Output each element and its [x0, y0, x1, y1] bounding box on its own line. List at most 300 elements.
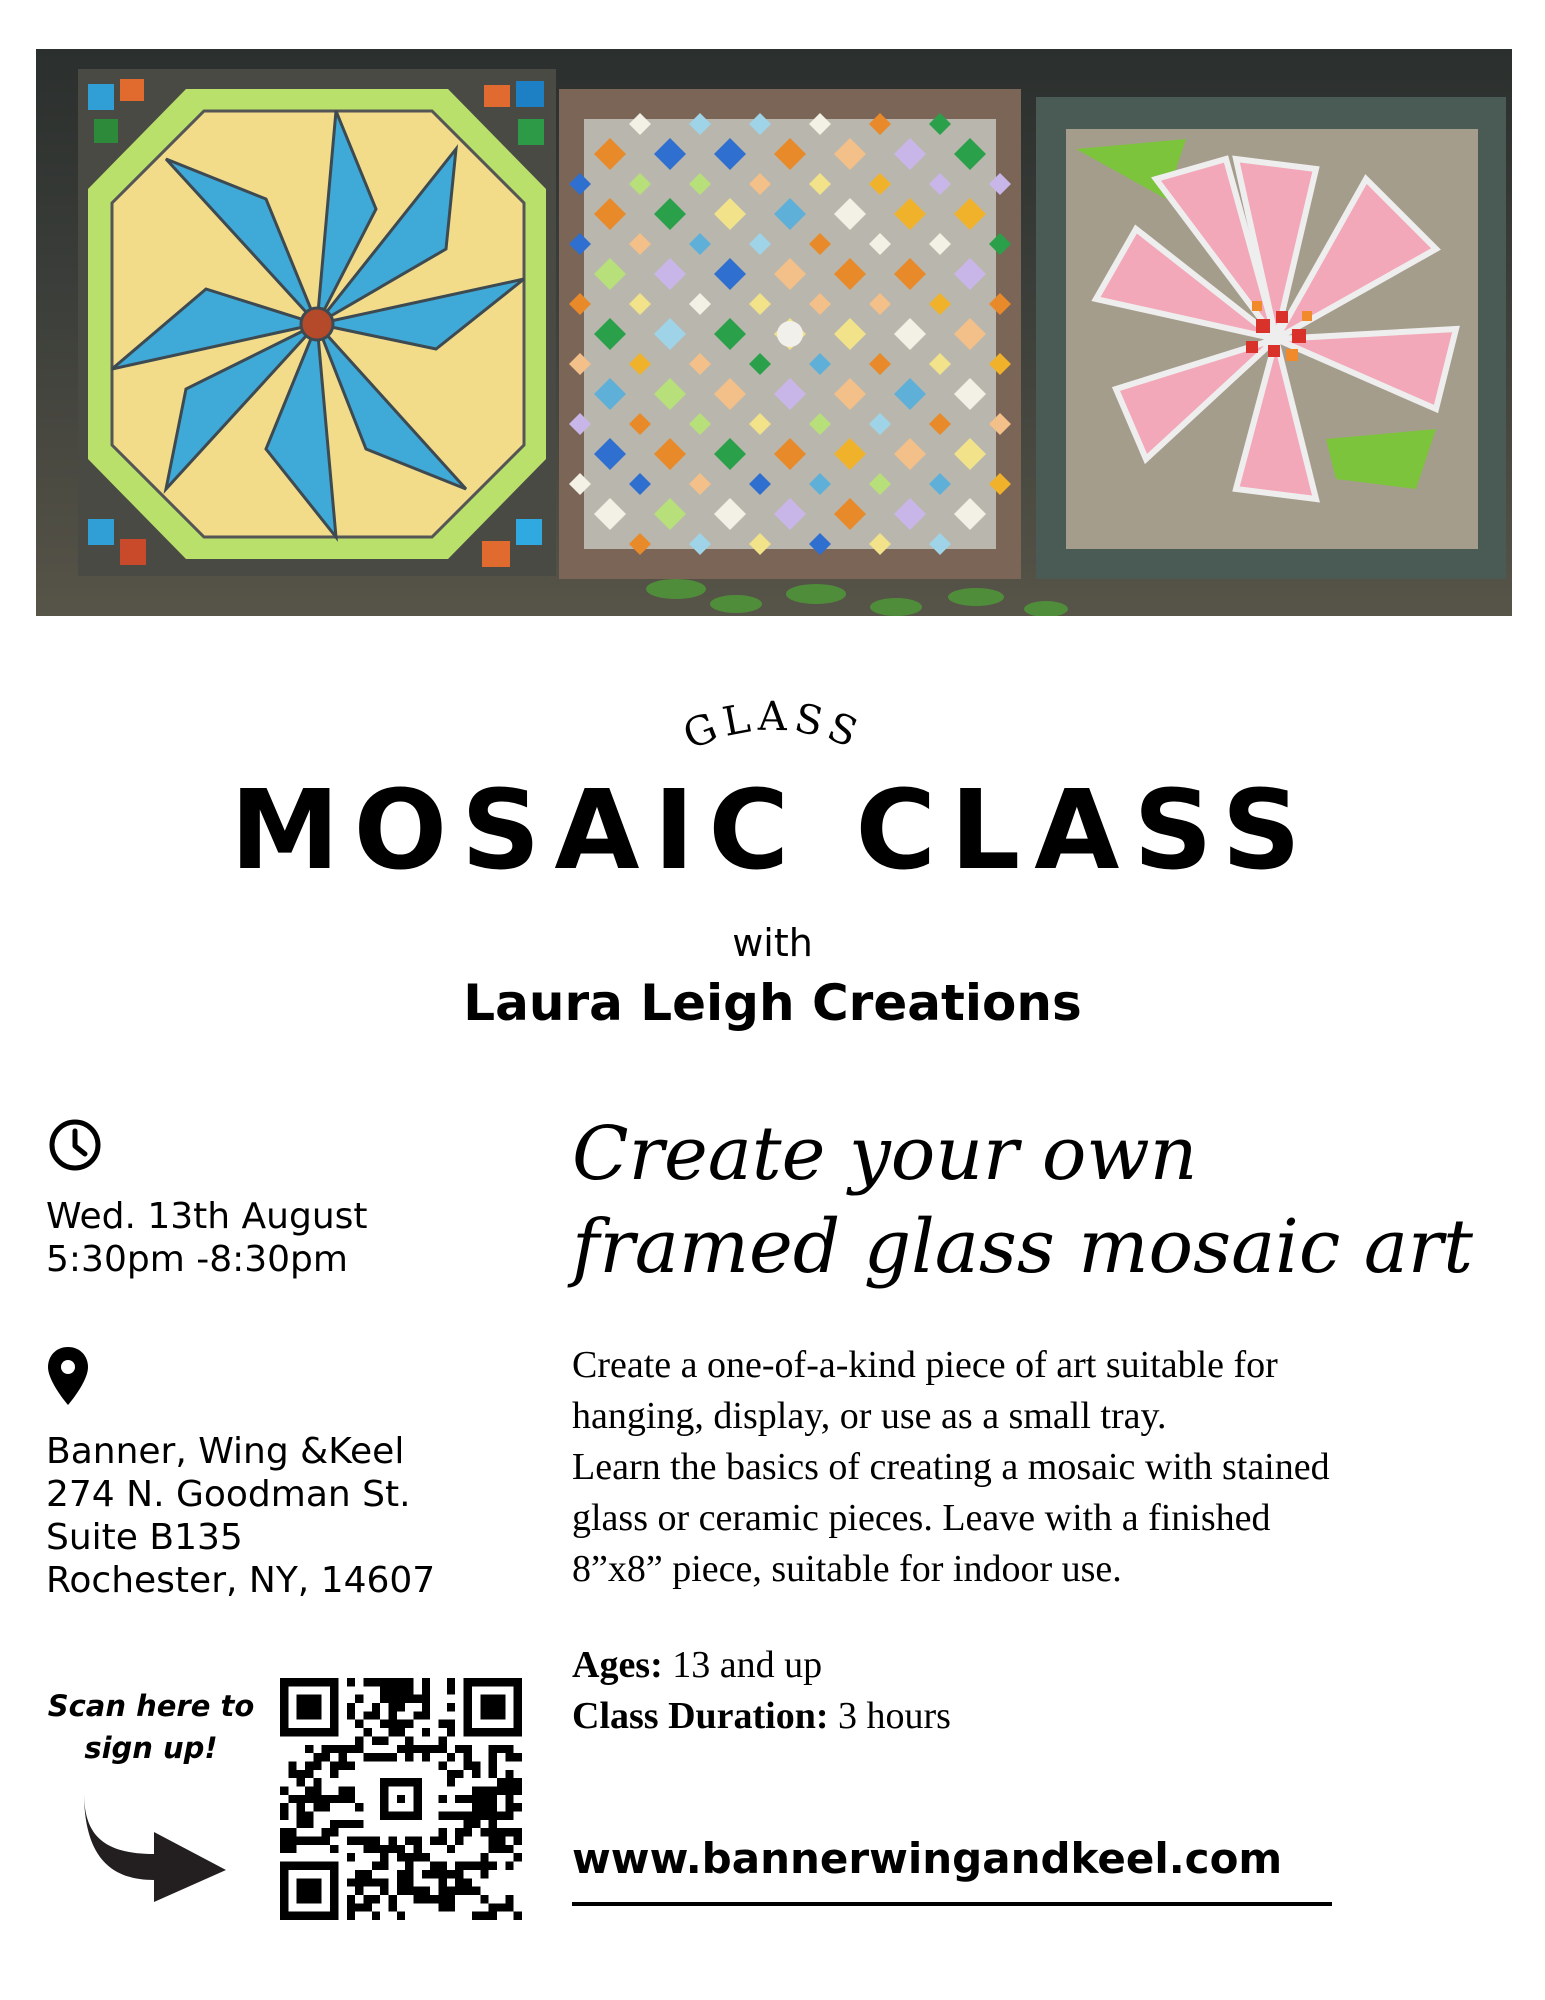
- qr-module: [472, 1770, 480, 1778]
- qr-module: [297, 1837, 305, 1845]
- flower-mosaic: [1036, 97, 1506, 579]
- qr-module: [472, 1862, 480, 1870]
- qr-module: [455, 1745, 463, 1753]
- qr-module: [430, 1870, 438, 1878]
- qr-module: [414, 1853, 422, 1861]
- qr-module: [472, 1795, 480, 1803]
- qr-module: [505, 1745, 513, 1753]
- qr-module: [363, 1753, 371, 1761]
- qr-module: [464, 1761, 472, 1769]
- qr-module: [372, 1837, 380, 1845]
- qr-module: [497, 1828, 505, 1836]
- qr-module: [430, 1895, 438, 1903]
- qr-module: [464, 1745, 472, 1753]
- qr-module: [397, 1912, 405, 1920]
- qr-module: [430, 1862, 438, 1870]
- qr-module: [313, 1761, 321, 1769]
- qr-module: [405, 1753, 413, 1761]
- qr-module: [455, 1887, 463, 1895]
- tagline: [572, 1108, 1512, 1294]
- qr-module: [489, 1745, 497, 1753]
- qr-module: [280, 1845, 288, 1853]
- qr-module: [388, 1703, 396, 1711]
- qr-module: [414, 1887, 422, 1895]
- qr-module: [322, 1803, 330, 1811]
- qr-module: [505, 1803, 513, 1811]
- qr-module: [439, 1828, 447, 1836]
- qr-module: [380, 1878, 388, 1886]
- qr-module: [439, 1862, 447, 1870]
- qr-module: [505, 1862, 513, 1870]
- qr-module: [297, 1820, 305, 1828]
- qr-module: [380, 1887, 388, 1895]
- qr-module: [388, 1837, 396, 1845]
- qr-module: [388, 1753, 396, 1761]
- qr-module: [380, 1862, 388, 1870]
- qr-module: [422, 1887, 430, 1895]
- qr-module: [380, 1686, 388, 1694]
- qr-module: [480, 1828, 488, 1836]
- qr-module: [447, 1895, 455, 1903]
- description-line: Learn the basics of creating a mosaic with stained: [572, 1446, 1330, 1488]
- qr-module: [497, 1778, 505, 1786]
- qr-module: [297, 1770, 305, 1778]
- qr-module: [422, 1870, 430, 1878]
- description-line: glass or ceramic pieces. Leave with a finished: [572, 1497, 1271, 1539]
- qr-module: [347, 1912, 355, 1920]
- qr-module: [472, 1812, 480, 1820]
- qr-module: [405, 1887, 413, 1895]
- qr-module: [514, 1803, 522, 1811]
- qr-module: [347, 1786, 355, 1794]
- qr-module: [472, 1887, 480, 1895]
- qr-module: [397, 1870, 405, 1878]
- qr-module: [447, 1778, 455, 1786]
- qr-module: [305, 1795, 313, 1803]
- qr-module: [347, 1761, 355, 1769]
- duration-label: Class Duration:: [572, 1695, 829, 1737]
- qr-module: [405, 1862, 413, 1870]
- qr-module: [297, 1803, 305, 1811]
- qr-module: [288, 1761, 296, 1769]
- qr-module: [388, 1728, 396, 1736]
- clock-icon: [48, 1118, 102, 1172]
- qr-module: [464, 1862, 472, 1870]
- qr-module: [480, 1695, 505, 1720]
- qr-module: [305, 1770, 313, 1778]
- qr-module: [338, 1820, 346, 1828]
- class-facts: [572, 1640, 951, 1742]
- qr-module: [297, 1812, 305, 1820]
- qr-module: [280, 1828, 288, 1836]
- qr-module: [355, 1837, 363, 1845]
- qr-module: [455, 1795, 463, 1803]
- qr-module: [397, 1686, 405, 1694]
- qr-module: [288, 1845, 296, 1853]
- qr-module: [355, 1887, 363, 1895]
- host-name: Laura Leigh Creations: [463, 974, 1082, 1032]
- qr-module: [514, 1753, 522, 1761]
- qr-module: [397, 1703, 405, 1711]
- qr-module: [464, 1828, 472, 1836]
- qr-module: [480, 1853, 488, 1861]
- qr-module: [489, 1770, 497, 1778]
- qr-module: [405, 1736, 413, 1744]
- qr-module: [489, 1812, 497, 1820]
- qr-module: [288, 1770, 296, 1778]
- qr-module: [355, 1878, 363, 1886]
- qr-module: [480, 1812, 488, 1820]
- qr-module: [355, 1720, 363, 1728]
- qr-module: [480, 1803, 488, 1811]
- page-title: MOSAIC CLASS: [230, 766, 1315, 894]
- qr-module: [347, 1711, 355, 1719]
- qr-module: [514, 1853, 522, 1861]
- qr-module: [439, 1903, 447, 1911]
- qr-module: [288, 1837, 296, 1845]
- ages-row: [572, 1640, 951, 1691]
- qr-module: [363, 1837, 371, 1845]
- qr-module: [322, 1753, 330, 1761]
- qr-module: [505, 1828, 513, 1836]
- qr-module: [355, 1736, 363, 1744]
- qr-module: [388, 1711, 396, 1719]
- center-tile: [777, 321, 803, 347]
- qr-module: [347, 1678, 355, 1686]
- qr-module: [489, 1761, 497, 1769]
- qr-module: [430, 1837, 438, 1845]
- qr-module: [422, 1753, 430, 1761]
- qr-module: [505, 1753, 513, 1761]
- qr-module: [322, 1795, 330, 1803]
- qr-module: [372, 1862, 380, 1870]
- qr-module: [489, 1828, 497, 1836]
- qr-module: [313, 1753, 321, 1761]
- qr-module: [472, 1912, 480, 1920]
- qr-module: [355, 1820, 363, 1828]
- qr-module: [422, 1703, 430, 1711]
- qr-module: [439, 1720, 447, 1728]
- qr-module: [380, 1853, 388, 1861]
- qr-module: [313, 1803, 321, 1811]
- qr-module: [439, 1887, 447, 1895]
- qr-code-icon[interactable]: [280, 1678, 522, 1920]
- qr-module: [280, 1812, 288, 1820]
- qr-module: [439, 1895, 447, 1903]
- qr-module: [414, 1745, 422, 1753]
- qr-module: [288, 1828, 296, 1836]
- qr-module: [372, 1895, 380, 1903]
- qr-module: [397, 1887, 405, 1895]
- qr-module: [322, 1828, 330, 1836]
- qr-module: [489, 1753, 497, 1761]
- qr-module: [414, 1711, 422, 1719]
- qr-module: [497, 1845, 505, 1853]
- qr-module: [347, 1895, 355, 1903]
- website-link[interactable]: www.bannerwingandkeel.com: [572, 1838, 1332, 1906]
- qr-module: [514, 1778, 522, 1786]
- qr-module: [480, 1862, 488, 1870]
- scan-prompt-line-1: Scan here to: [47, 1689, 255, 1723]
- qr-module: [489, 1803, 497, 1811]
- qr-module: [422, 1853, 430, 1861]
- qr-module: [514, 1786, 522, 1794]
- qr-module: [422, 1745, 430, 1753]
- qr-module: [305, 1820, 313, 1828]
- curved-arrow-right-icon: [80, 1792, 230, 1902]
- qr-module: [455, 1812, 463, 1820]
- qr-module: [380, 1753, 388, 1761]
- qr-module: [455, 1862, 463, 1870]
- qr-module: [380, 1678, 388, 1686]
- qr-module: [405, 1853, 413, 1861]
- qr-module: [455, 1870, 463, 1878]
- qr-module: [422, 1895, 430, 1903]
- qr-module: [414, 1695, 422, 1703]
- qr-module: [455, 1837, 463, 1845]
- scan-prompt-line-2: sign up!: [84, 1731, 218, 1765]
- qr-module: [430, 1745, 438, 1753]
- qr-module: [338, 1753, 346, 1761]
- qr-module: [297, 1795, 305, 1803]
- qr-module: [464, 1795, 472, 1803]
- qr-module: [464, 1820, 472, 1828]
- qr-module: [455, 1828, 463, 1836]
- qr-module: [480, 1786, 488, 1794]
- qr-module: [388, 1720, 396, 1728]
- qr-module: [363, 1870, 371, 1878]
- qr-module: [372, 1736, 380, 1744]
- qr-module: [405, 1678, 413, 1686]
- qr-module: [330, 1761, 338, 1769]
- qr-module: [372, 1711, 380, 1719]
- qr-module: [505, 1845, 513, 1853]
- qr-module: [330, 1845, 338, 1853]
- qr-module: [347, 1795, 355, 1803]
- qr-module: [330, 1770, 338, 1778]
- qr-module: [447, 1870, 455, 1878]
- qr-module: [489, 1795, 497, 1803]
- qr-module: [447, 1678, 455, 1686]
- qr-modules: [280, 1678, 522, 1920]
- qr-module: [397, 1728, 405, 1736]
- street-address: 274 N. Goodman St.: [46, 1474, 411, 1515]
- qr-module: [297, 1878, 322, 1903]
- qr-module: [480, 1795, 488, 1803]
- qr-module: [322, 1745, 330, 1753]
- tile-grid-mosaic: [559, 89, 1021, 579]
- qr-module: [347, 1878, 355, 1886]
- qr-module: [388, 1895, 396, 1903]
- qr-module: [280, 1786, 288, 1794]
- qr-module: [514, 1837, 522, 1845]
- qr-module: [338, 1745, 346, 1753]
- qr-module: [397, 1678, 405, 1686]
- pinwheel-mosaic: [78, 69, 556, 576]
- qr-module: [388, 1678, 396, 1686]
- qr-module: [505, 1786, 513, 1794]
- duration-row: [572, 1691, 951, 1742]
- suite: Suite B135: [46, 1517, 243, 1558]
- city-state-zip: Rochester, NY, 14607: [46, 1560, 436, 1601]
- eyebrow-label: GLASS: [676, 693, 869, 760]
- qr-module: [505, 1895, 513, 1903]
- qr-module: [480, 1912, 488, 1920]
- qr-module: [363, 1728, 371, 1736]
- qr-module: [489, 1820, 497, 1828]
- qr-module: [489, 1912, 497, 1920]
- qr-module: [363, 1845, 371, 1853]
- qr-module: [338, 1795, 346, 1803]
- qr-module: [330, 1795, 338, 1803]
- qr-module: [372, 1845, 380, 1853]
- qr-module: [480, 1870, 488, 1878]
- hero-photo: [36, 49, 1512, 616]
- qr-module: [363, 1678, 371, 1686]
- eyebrow-arched-text: [0, 690, 1545, 775]
- qr-module: [313, 1786, 321, 1794]
- qr-module: [347, 1837, 355, 1845]
- qr-module: [447, 1753, 455, 1761]
- qr-module: [422, 1728, 430, 1736]
- qr-module: [388, 1695, 396, 1703]
- qr-module: [330, 1745, 338, 1753]
- qr-module: [372, 1878, 380, 1886]
- qr-module: [472, 1820, 480, 1828]
- qr-module: [472, 1786, 480, 1794]
- qr-module: [414, 1845, 422, 1853]
- qr-module: [338, 1761, 346, 1769]
- qr-module: [313, 1795, 321, 1803]
- qr-module: [280, 1837, 288, 1845]
- qr-module: [497, 1745, 505, 1753]
- qr-module: [505, 1812, 513, 1820]
- qr-module: [439, 1878, 447, 1886]
- event-date-time: [46, 1195, 368, 1281]
- qr-module: [414, 1837, 422, 1845]
- qr-module: [322, 1837, 330, 1845]
- qr-module: [505, 1903, 513, 1911]
- qr-module: [447, 1728, 455, 1736]
- qr-module: [347, 1903, 355, 1911]
- qr-module: [355, 1870, 363, 1878]
- qr-module: [455, 1770, 463, 1778]
- qr-module: [505, 1778, 513, 1786]
- qr-module: [313, 1837, 321, 1845]
- qr-module: [297, 1695, 322, 1720]
- qr-module: [497, 1837, 505, 1845]
- qr-module: [464, 1878, 472, 1886]
- qr-module: [472, 1803, 480, 1811]
- ages-label: Ages:: [572, 1644, 663, 1686]
- qr-module: [405, 1870, 413, 1878]
- event-time: 5:30pm -8:30pm: [46, 1239, 348, 1280]
- qr-module: [330, 1820, 338, 1828]
- qr-module: [347, 1745, 355, 1753]
- qr-module: [305, 1837, 313, 1845]
- qr-module: [330, 1828, 338, 1836]
- qr-module: [305, 1761, 313, 1769]
- qr-module: [397, 1845, 405, 1853]
- qr-module: [347, 1853, 355, 1861]
- qr-module: [355, 1695, 363, 1703]
- qr-module: [439, 1837, 447, 1845]
- qr-module: [447, 1720, 455, 1728]
- qr-module: [405, 1837, 413, 1845]
- qr-module: [422, 1678, 430, 1686]
- qr-module: [372, 1753, 380, 1761]
- qr-module: [464, 1812, 472, 1820]
- qr-module: [313, 1778, 321, 1786]
- qr-module: [363, 1711, 371, 1719]
- qr-module: [455, 1878, 463, 1886]
- qr-module: [422, 1711, 430, 1719]
- qr-module: [447, 1903, 455, 1911]
- qr-module: [447, 1703, 455, 1711]
- qr-module: [447, 1770, 455, 1778]
- qr-module: [397, 1720, 405, 1728]
- qr-module: [338, 1786, 346, 1794]
- plant-foliage: [646, 579, 1068, 616]
- qr-module: [472, 1761, 480, 1769]
- qr-module: [489, 1845, 497, 1853]
- qr-module: [422, 1686, 430, 1694]
- class-description: [572, 1340, 1512, 1595]
- qr-module: [288, 1795, 296, 1803]
- qr-module: [355, 1803, 363, 1811]
- event-date: Wed. 13th August: [46, 1196, 368, 1237]
- qr-module: [347, 1820, 355, 1828]
- qr-module: [489, 1903, 497, 1911]
- qr-module: [388, 1845, 396, 1853]
- qr-module: [305, 1812, 313, 1820]
- qr-module: [305, 1745, 313, 1753]
- qr-module: [380, 1720, 388, 1728]
- qr-module: [464, 1753, 472, 1761]
- qr-module: [447, 1887, 455, 1895]
- qr-module: [397, 1878, 405, 1886]
- qr-module: [422, 1695, 430, 1703]
- qr-module: [405, 1878, 413, 1886]
- description-line: hanging, display, or use as a small tray.: [572, 1395, 1167, 1437]
- qr-module: [297, 1778, 305, 1786]
- qr-module: [388, 1903, 396, 1911]
- qr-module: [497, 1812, 505, 1820]
- qr-module: [497, 1786, 505, 1794]
- qr-module: [405, 1720, 413, 1728]
- mosaic-photo-illustration: [36, 49, 1512, 616]
- qr-module: [464, 1887, 472, 1895]
- qr-module: [363, 1878, 371, 1886]
- qr-module: [447, 1812, 455, 1820]
- qr-module: [397, 1853, 405, 1861]
- qr-module: [414, 1895, 422, 1903]
- qr-module: [380, 1845, 388, 1853]
- qr-module: [372, 1912, 380, 1920]
- qr-module: [380, 1736, 388, 1744]
- qr-module: [405, 1686, 413, 1694]
- qr-module: [397, 1745, 405, 1753]
- qr-module: [405, 1745, 413, 1753]
- qr-module: [514, 1912, 522, 1920]
- qr-module: [372, 1703, 380, 1711]
- qr-module: [439, 1736, 447, 1744]
- qr-module: [489, 1862, 497, 1870]
- description-line: Create a one-of-a-kind piece of art suitable for: [572, 1344, 1278, 1386]
- qr-module: [439, 1761, 447, 1769]
- qr-module: [405, 1695, 413, 1703]
- qr-module: [347, 1703, 355, 1711]
